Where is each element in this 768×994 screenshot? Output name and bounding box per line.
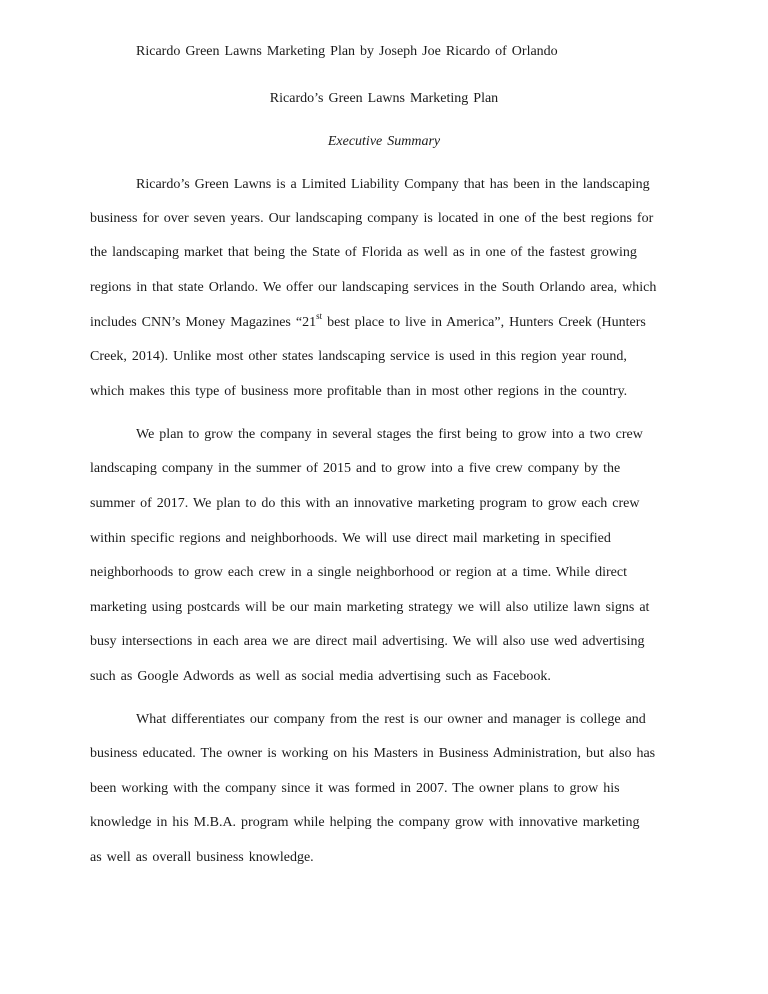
paragraph-line: within specific regions and neighborhoods. We will use direct mail marketing in specified (90, 531, 611, 546)
paragraph-line: Creek, 2014). Unlike most other states landscaping service is used in this region year round, (90, 349, 627, 364)
paragraph-line: knowledge in his M.B.A. program while helping the company grow with innovative marketing (90, 815, 640, 830)
paragraph-line (90, 311, 646, 331)
section-heading: Executive Summary (327, 134, 441, 149)
paragraph-line: regions in that state Orlando. We offer our landscaping services in the South Orlando area, which (90, 280, 657, 295)
paragraph-line: as well as overall business knowledge. (90, 850, 314, 865)
superscript-ordinal: st (316, 311, 323, 321)
paragraph-line: business educated. The owner is working on his Masters in Business Administration, but also has (90, 746, 656, 761)
paragraph-line: which makes this type of business more profitable than in most other regions in the country. (90, 384, 628, 399)
paragraph-line: We plan to grow the company in several stages the first being to grow into a two crew (136, 427, 643, 442)
paragraph-line: busy intersections in each area we are direct mail advertising. We will also use wed advertising (90, 634, 645, 649)
paragraph-line-part: best place to live in America”, Hunters Creek (Hunters (322, 315, 646, 330)
paragraph-line: been working with the company since it was formed in 2007. The owner plans to grow his (90, 781, 620, 796)
paragraph-line: the landscaping market that being the State of Florida as well as in one of the fastest growing (90, 245, 637, 260)
document-header-line: Ricardo Green Lawns Marketing Plan by Joseph Joe Ricardo of Orlando (136, 44, 558, 59)
paragraph-line: What differentiates our company from the rest is our owner and manager is college and (136, 712, 646, 727)
paragraph-line-part: includes CNN’s Money Magazines “21 (90, 315, 317, 330)
paragraph-line: neighborhoods to grow each crew in a single neighborhood or region at a time. While direct (90, 565, 627, 580)
paragraph-line: marketing using postcards will be our main marketing strategy we will also utilize lawn signs at (90, 600, 650, 615)
paragraph-line: Ricardo’s Green Lawns is a Limited Liability Company that has been in the landscaping (136, 177, 650, 192)
paragraph-line: summer of 2017. We plan to do this with an innovative marketing program to grow each crew (90, 496, 640, 511)
paragraph-line: business for over seven years. Our landscaping company is located in one of the best regions for (90, 211, 654, 226)
document-title: Ricardo’s Green Lawns Marketing Plan (269, 91, 499, 106)
paragraph-line: landscaping company in the summer of 2015 and to grow into a five crew company by the (90, 461, 621, 476)
paragraph-line: such as Google Adwords as well as social media advertising such as Facebook. (90, 669, 551, 684)
